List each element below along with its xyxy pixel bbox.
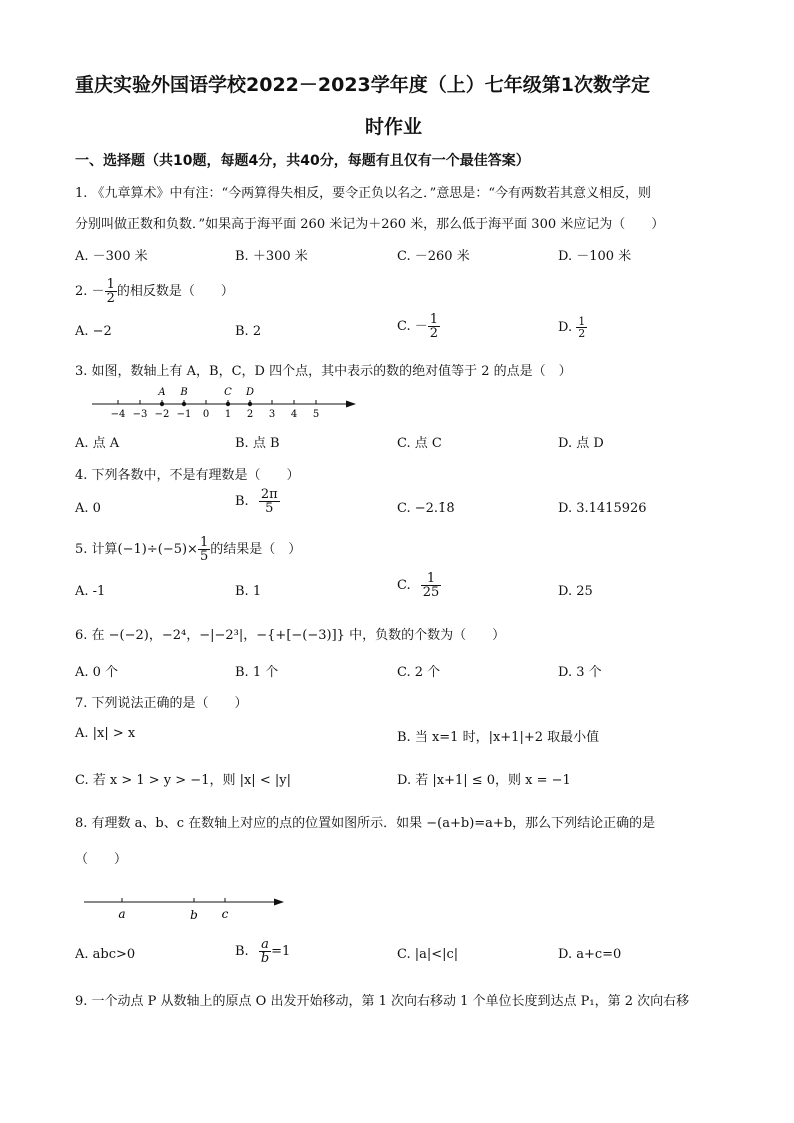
q3-point-label-b: B	[180, 387, 188, 398]
q5-option-c-fraction	[421, 572, 442, 599]
q3-tick-label: −3	[132, 409, 148, 420]
q3-point-b	[182, 402, 186, 406]
q2-option-c-num: 1	[429, 312, 439, 327]
q1-line2: 分别叫做正数和负数．”如果高于海平面 260 米记为＋260 米，那么低于海平面 300 米应记为（ ）	[75, 217, 665, 232]
q8-line2: （ ）	[75, 852, 128, 867]
q8-option-b	[235, 938, 290, 965]
q5-option-c-num: 1	[421, 572, 442, 586]
q3-stem: 3. 如图，数轴上有 A，B，C，D 四个点，其中表示的数的绝对值等于 2 的点是（ ）	[75, 364, 572, 379]
q8-option-c: C. |a|<|c|	[397, 947, 459, 962]
q2-option-c-fraction	[428, 313, 440, 340]
q5-option-c	[397, 572, 441, 599]
q3-point-c	[226, 402, 230, 406]
q2-option-d	[558, 316, 587, 339]
q3-option-b: B. 点 B	[235, 436, 280, 451]
q2-sign: －	[91, 284, 105, 299]
q3-option-a: A. 点 A	[75, 436, 120, 451]
q4-option-b-fraction	[259, 488, 280, 515]
q2-option-d-num: 1	[578, 315, 586, 328]
q6-stem: 6. 在 −(−2)，−2⁴，−|−2³|，−{+[−(−3)]} 中，负数的个数为（ ）	[75, 628, 506, 643]
q2-option-c-den: 2	[429, 326, 439, 341]
q9-stem: 9. 一个动点 P 从数轴上的原点 O 出发开始移动，第 1 次向右移动 1 个单位长度到达点 P₁，第 2 次向右移	[75, 994, 690, 1009]
q2-frac-den: 2	[106, 291, 115, 306]
q7-option-b: B. 当 x=1 时，|x+1|+2 取最小值	[397, 730, 600, 745]
q3-tick-label: 0	[202, 409, 210, 420]
q3-number-line	[88, 384, 360, 420]
q3-option-c: C. 点 C	[397, 436, 442, 451]
q2-option-b: B. 2	[235, 324, 262, 339]
q4-option-b-label: B.	[235, 494, 249, 509]
q8-option-b-num: a	[259, 938, 271, 952]
q2-option-c-label: C.	[397, 319, 411, 334]
q5-prefix: 5. 计算	[75, 542, 118, 557]
q8-option-b-den: b	[260, 951, 270, 966]
q3-point-label-d: D	[245, 387, 255, 398]
q3-point-a	[160, 402, 164, 406]
q8-number-line	[82, 890, 292, 924]
q2-option-a: A. −2	[75, 324, 112, 339]
q5-option-c-den: 25	[422, 585, 440, 600]
q4-option-a: A. 0	[75, 501, 101, 516]
q3-tick-label: 1	[224, 409, 232, 420]
page-title-line2: 时作业	[365, 116, 423, 138]
q4-option-c: C. −2.1̇8̇	[397, 501, 455, 516]
q5-frac-den: 5	[199, 549, 209, 564]
q6-option-d: D. 3 个	[558, 665, 602, 680]
q1-option-b: B. ＋300 米	[235, 249, 308, 264]
q5-option-c-label: C.	[397, 578, 411, 593]
q8-option-b-fraction	[259, 938, 271, 965]
q7-option-a: A. |x| > x	[75, 726, 136, 741]
q8-option-b-tail: =1	[271, 944, 291, 959]
q2-option-d-label: D.	[558, 320, 573, 335]
q5-tail: 的结果是（ ）	[210, 542, 302, 557]
q5-fraction	[198, 536, 210, 563]
q8-option-a: A. abc>0	[75, 947, 136, 962]
q1-line1: 1. 《九章算术》中有注：“今两算得失相反，要令正负以名之．”意思是：“今有两数若其意义相反，则	[75, 186, 651, 201]
q5-option-b: B. 1	[235, 584, 262, 599]
q5-stem	[75, 536, 301, 563]
section-heading: 一、选择题（共10题，每题4分，共40分，每题有且仅有一个最佳答案）	[75, 153, 530, 169]
q6-option-c: C. 2 个	[397, 665, 441, 680]
q3-tick-label: −4	[110, 409, 126, 420]
q2-option-d-fraction	[576, 316, 587, 339]
q1-option-d: D. －100 米	[558, 249, 632, 264]
q8-option-b-label: B.	[235, 944, 249, 959]
q4-option-d: D. 3.1415926	[558, 501, 647, 516]
q7-stem: 7. 下列说法正确的是（ ）	[75, 696, 248, 711]
q3-tick-label: −1	[176, 409, 192, 420]
q3-tick-label: 2	[246, 409, 254, 420]
q3-tick-label: 5	[312, 409, 320, 420]
q2-fraction	[105, 278, 117, 305]
q3-tick-label: −2	[154, 409, 170, 420]
q4-option-b	[235, 488, 280, 515]
q7-option-d: D. 若 |x+1| ≤ 0，则 x = −1	[397, 773, 571, 788]
q7-option-c: C. 若 x > 1 > y > −1，则 |x| < |y|	[75, 773, 291, 788]
q3-point-d	[248, 402, 252, 406]
page-title-line1: 重庆实验外国语学校2022－2023学年度（上）七年级第1次数学定	[75, 74, 650, 96]
q3-option-d: D. 点 D	[558, 436, 604, 451]
q5-expression: (−1)÷(−5)×	[117, 542, 198, 557]
q8-label-b: b	[190, 908, 198, 922]
q2-number: 2.	[75, 284, 88, 299]
q3-tick-label: 4	[290, 409, 298, 420]
q2-option-c-sign: －	[414, 319, 428, 334]
q2-option-d-den: 2	[578, 327, 586, 340]
q8-axis-arrow	[274, 899, 284, 906]
q2-option-c	[397, 313, 440, 340]
q6-option-b: B. 1 个	[235, 665, 279, 680]
q3-point-label-c: C	[224, 387, 232, 398]
q8-label-a: a	[118, 907, 126, 921]
q2-stem	[75, 278, 234, 305]
q4-option-b-num: 2π	[260, 487, 278, 502]
q3-axis-arrow	[346, 401, 356, 408]
q4-stem: 4. 下列各数中，不是有理数是（ ）	[75, 468, 300, 483]
q4-option-b-den: 5	[265, 501, 274, 516]
q6-option-a: A. 0 个	[75, 665, 119, 680]
q8-label-c: c	[221, 907, 229, 921]
q2-tail: 的相反数是（ ）	[116, 284, 234, 299]
q3-point-label-a: A	[158, 387, 166, 398]
q1-option-c: C. －260 米	[397, 249, 470, 264]
q8-option-d: D. a+c=0	[558, 947, 622, 962]
q8-line1: 8. 有理数 a、b、c 在数轴上对应的点的位置如图所示．如果 −(a+b)=a+b，那么下列结论正确的是	[75, 816, 656, 831]
q2-frac-num: 1	[106, 277, 115, 292]
q5-option-d: D. 25	[558, 584, 593, 599]
q5-option-a: A. -1	[75, 584, 106, 599]
q5-frac-num: 1	[199, 535, 209, 550]
q3-tick-label: 3	[268, 409, 276, 420]
q1-option-a: A. －300 米	[75, 249, 148, 264]
